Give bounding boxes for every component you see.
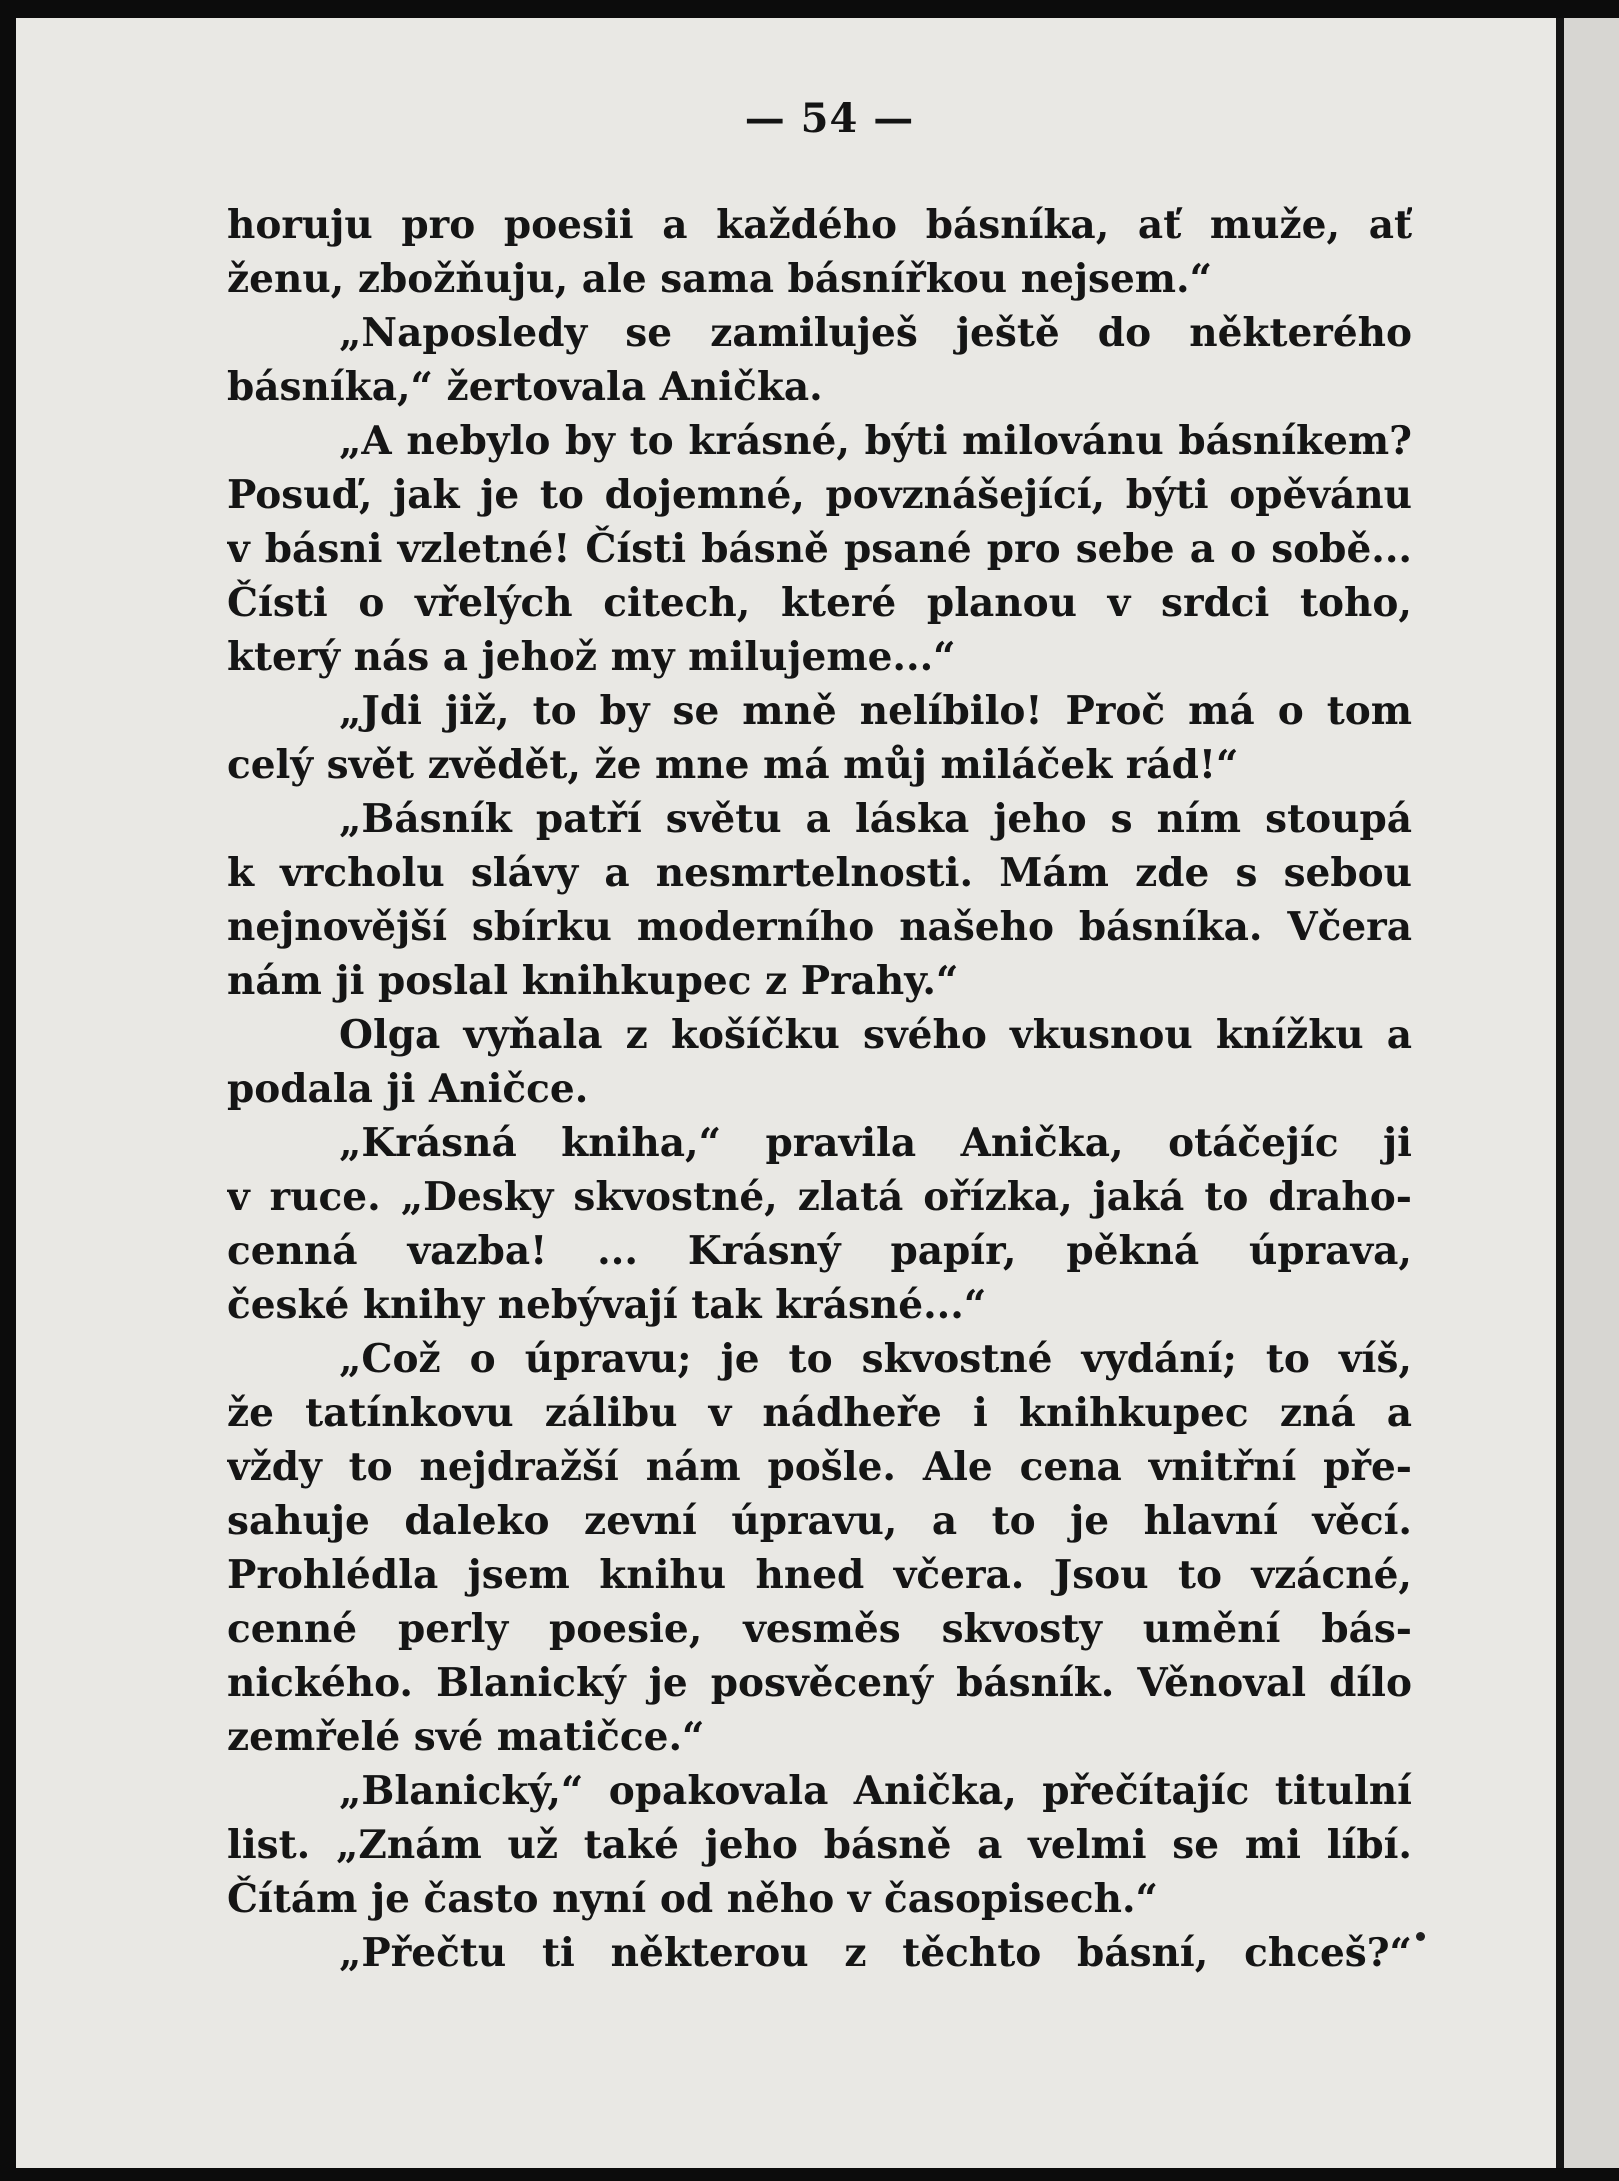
text-line: který nás a jehož my milujeme...“ [227,634,956,680]
text-line: Olga vyňala z košíčku svého vkusnou knížku a [339,1012,1412,1058]
text-line: sahuje daleko zevní úpravu, a to je hlavní věcí. [227,1498,1412,1544]
ink-spot [1416,1932,1425,1941]
page-gutter-shadow [1556,18,1564,2168]
page-number: — 54 — [744,95,915,142]
text-line: „Blanický,“ opakovala Anička, přečítajíc titulní [339,1768,1412,1814]
text-line: v básni vzletné! Čísti básně psané pro sebe a o sobě... [227,526,1412,572]
text-line: „Přečtu ti některou z těchto básní, chceš?“ [339,1930,1412,1976]
text-line: v ruce. „Desky skvostné, zlatá ořízka, jaká to draho- [227,1174,1412,1220]
text-line: „A nebylo by to krásné, býti milovánu básníkem? [339,418,1412,464]
text-line: nám ji poslal knihkupec z Prahy.“ [227,958,959,1004]
text-line: Prohlédla jsem knihu hned včera. Jsou to vzácné, [227,1552,1412,1598]
text-line: cenné perly poesie, vesměs skvosty umění bás- [227,1606,1412,1652]
body-text [227,198,1412,1980]
text-line: Posuď, jak je to dojemné, povznášející, býti opěvánu [227,472,1412,518]
text-line: zemřelé své matičce.“ [227,1714,705,1760]
text-line: nejnovější sbírku moderního našeho básníka. Včera [227,904,1412,950]
text-line: celý svět zvědět, že mne má můj miláček rád!“ [227,742,1239,788]
text-line: ženu, zbožňuju, ale sama básnířkou nejsem.“ [227,256,1213,302]
text-line: „Básník patří světu a láska jeho s ním stoupá [339,796,1412,842]
text-line: „Naposledy se zamiluješ ještě do některého [339,310,1412,356]
text-line: „Jdi již, to by se mně nelíbilo! Proč má o tom [339,688,1412,734]
text-line: podala ji Aničce. [227,1066,589,1112]
text-line: básníka,“ žertovala Anička. [227,364,823,410]
text-line: k vrcholu slávy a nesmrtelnosti. Mám zde s sebou [227,850,1412,896]
text-line: Čísti o vřelých citech, které planou v srdci toho, [227,580,1412,626]
text-line: „Krásná kniha,“ pravila Anička, otáčejíc ji [339,1120,1412,1166]
text-line: cenná vazba! ... Krásný papír, pěkná úprava, [227,1228,1412,1274]
text-line: že tatínkovu zálibu v nádheře i knihkupec zná a [227,1390,1412,1436]
next-page-edge [1556,18,1619,2168]
text-line: Čítám je často nyní od něho v časopisech.“ [227,1876,1158,1922]
text-line: české knihy nebývají tak krásné...“ [227,1282,987,1328]
text-line: vždy to nejdražší nám pošle. Ale cena vnitřní pře- [227,1444,1412,1490]
text-line: list. „Znám už také jeho básně a velmi se mi líbí. [227,1822,1412,1868]
text-line: nického. Blanický je posvěcený básník. Věnoval dílo [227,1660,1412,1706]
text-line: „Což o úpravu; je to skvostné vydání; to víš, [339,1336,1412,1382]
text-line: horuju pro poesii a každého básníka, ať muže, ať [227,202,1412,248]
